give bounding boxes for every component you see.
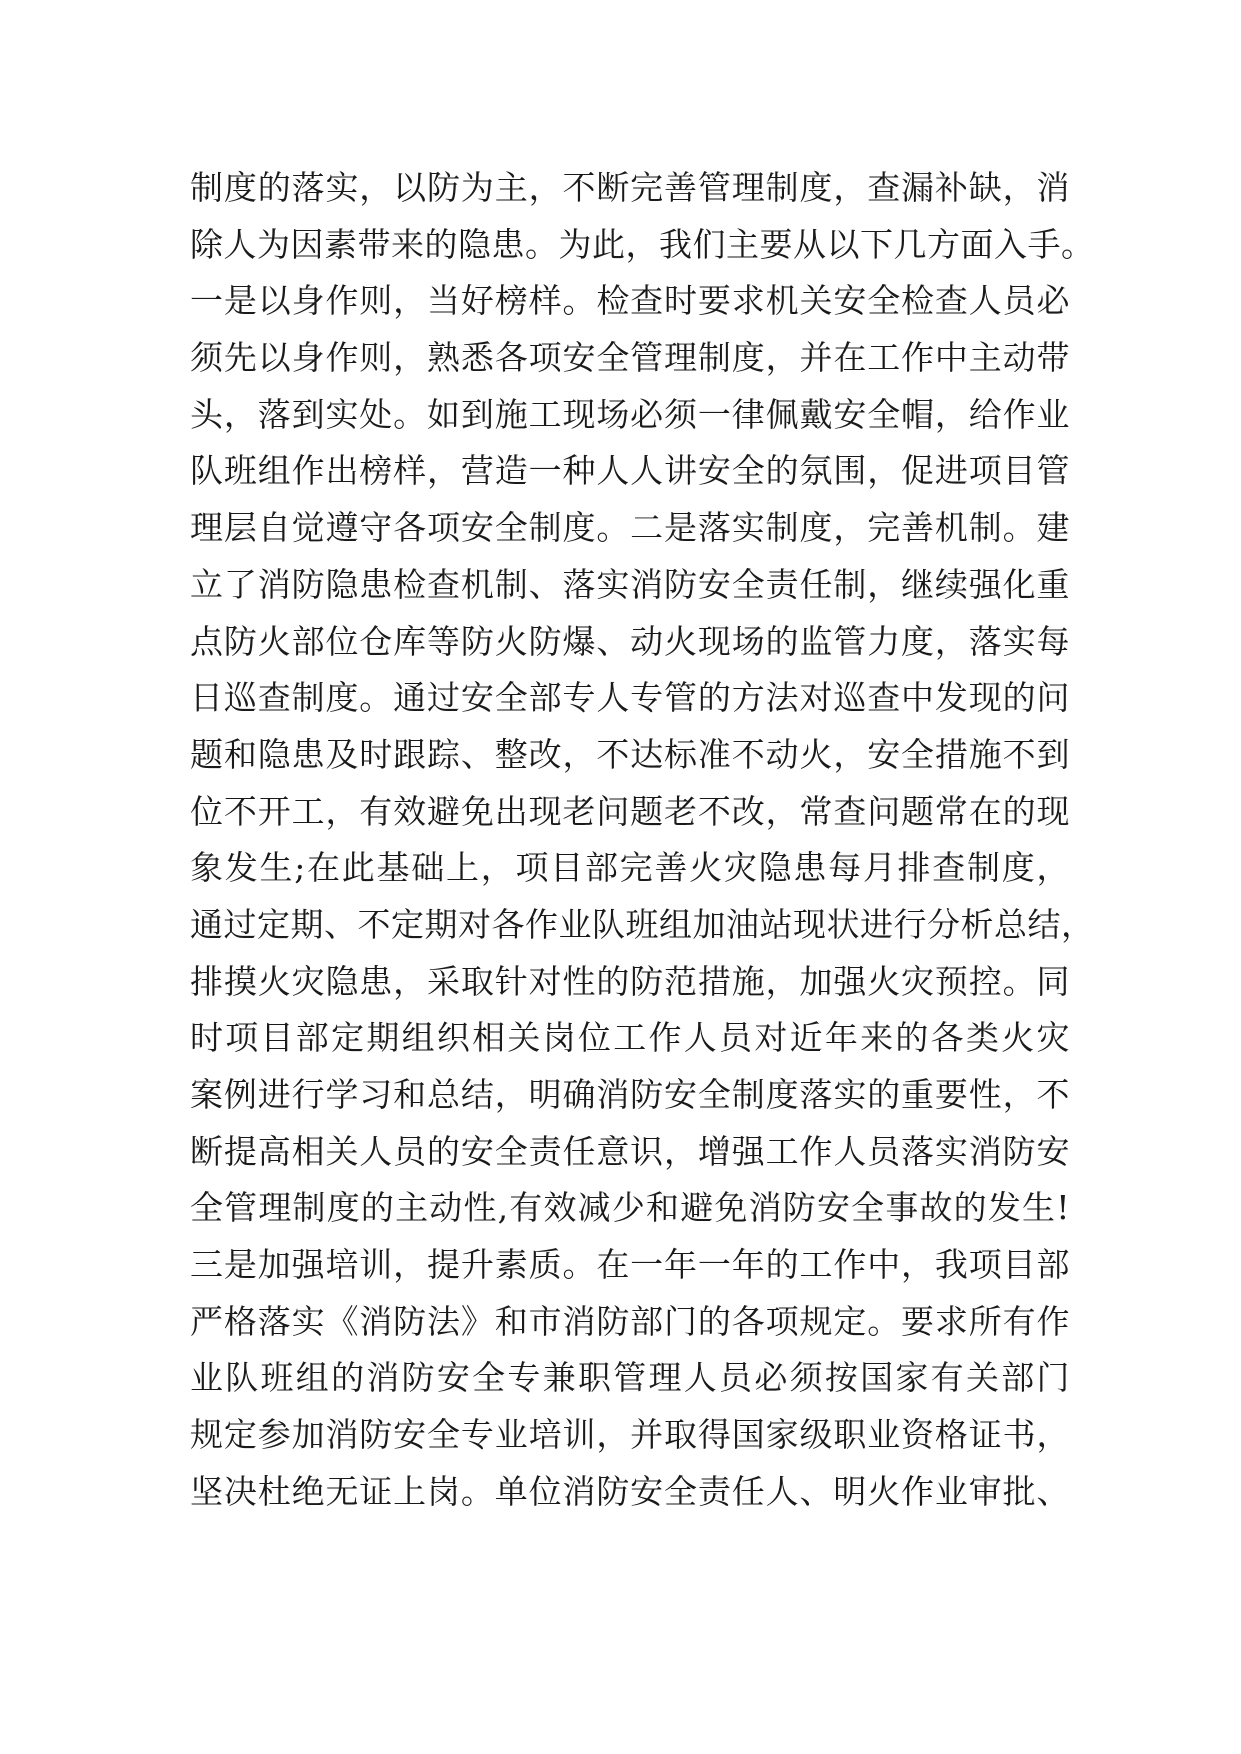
text-line: 断提高相关人员的安全责任意识，增强工作人员落实消防安 <box>190 1131 1070 1171</box>
text-line: 案例进行学习和总结，明确消防安全制度落实的重要性，不 <box>190 1075 1070 1114</box>
text-line: 象发生;在此基础上，项目部完善火灾隐患每月排查制度， <box>190 848 1070 888</box>
text-line: 严格落实《消防法》和市消防部门的各项规定。要求所有作 <box>190 1301 1070 1341</box>
body-text <box>190 160 1095 1521</box>
text-line: 坚决杜绝无证上岗。单位消防安全责任人、明火作业审批、 <box>190 1471 1070 1511</box>
text-line: 全管理制度的主动性,有效减少和避免消防安全事故的发生! <box>190 1188 1070 1228</box>
text-line: 业队班组的消防安全专兼职管理人员必须按国家有关部门 <box>190 1358 1070 1398</box>
text-line: 通过定期、不定期对各作业队班组加油站现状进行分析总结， <box>190 904 1095 944</box>
text-line: 制度的落实，以防为主，不断完善管理制度，查漏补缺，消 <box>190 168 1070 207</box>
text-line: 位不开工，有效避免出现老问题老不改，常查问题常在的现 <box>190 791 1070 831</box>
text-line: 头，落到实处。如到施工现场必须一律佩戴安全帽，给作业 <box>190 394 1070 434</box>
text-line: 排摸火灾隐患，采取针对性的防范措施，加强火灾预控。同 <box>190 961 1070 1001</box>
text-line: 点防火部位仓库等防火防爆、动火现场的监管力度，落实每 <box>190 621 1070 661</box>
text-line: 理层自觉遵守各项安全制度。二是落实制度，完善机制。建 <box>190 508 1070 548</box>
text-line: 队班组作出榜样，营造一种人人讲安全的氛围，促进项目管 <box>190 451 1070 491</box>
text-line: 立了消防隐患检查机制、落实消防安全责任制，继续强化重 <box>190 564 1070 604</box>
text-line: 须先以身作则，熟悉各项安全管理制度，并在工作中主动带 <box>190 338 1070 378</box>
text-line: 时项目部定期组织相关岗位工作人员对近年来的各类火灾 <box>190 1018 1070 1058</box>
text-line: 规定参加消防安全专业培训，并取得国家级职业资格证书， <box>190 1415 1070 1455</box>
text-line: 题和隐患及时跟踪、整改，不达标准不动火，安全措施不到 <box>190 734 1070 774</box>
text-line: 除人为因素带来的隐患。为此，我们主要从以下几方面入手。 <box>190 224 1095 264</box>
text-line: 日巡查制度。通过安全部专人专管的方法对巡查中发现的问 <box>190 678 1070 718</box>
text-line: 三是加强培训，提升素质。在一年一年的工作中，我项目部 <box>190 1245 1070 1285</box>
text-line: 一是以身作则，当好榜样。检查时要求机关安全检查人员必 <box>190 281 1070 321</box>
